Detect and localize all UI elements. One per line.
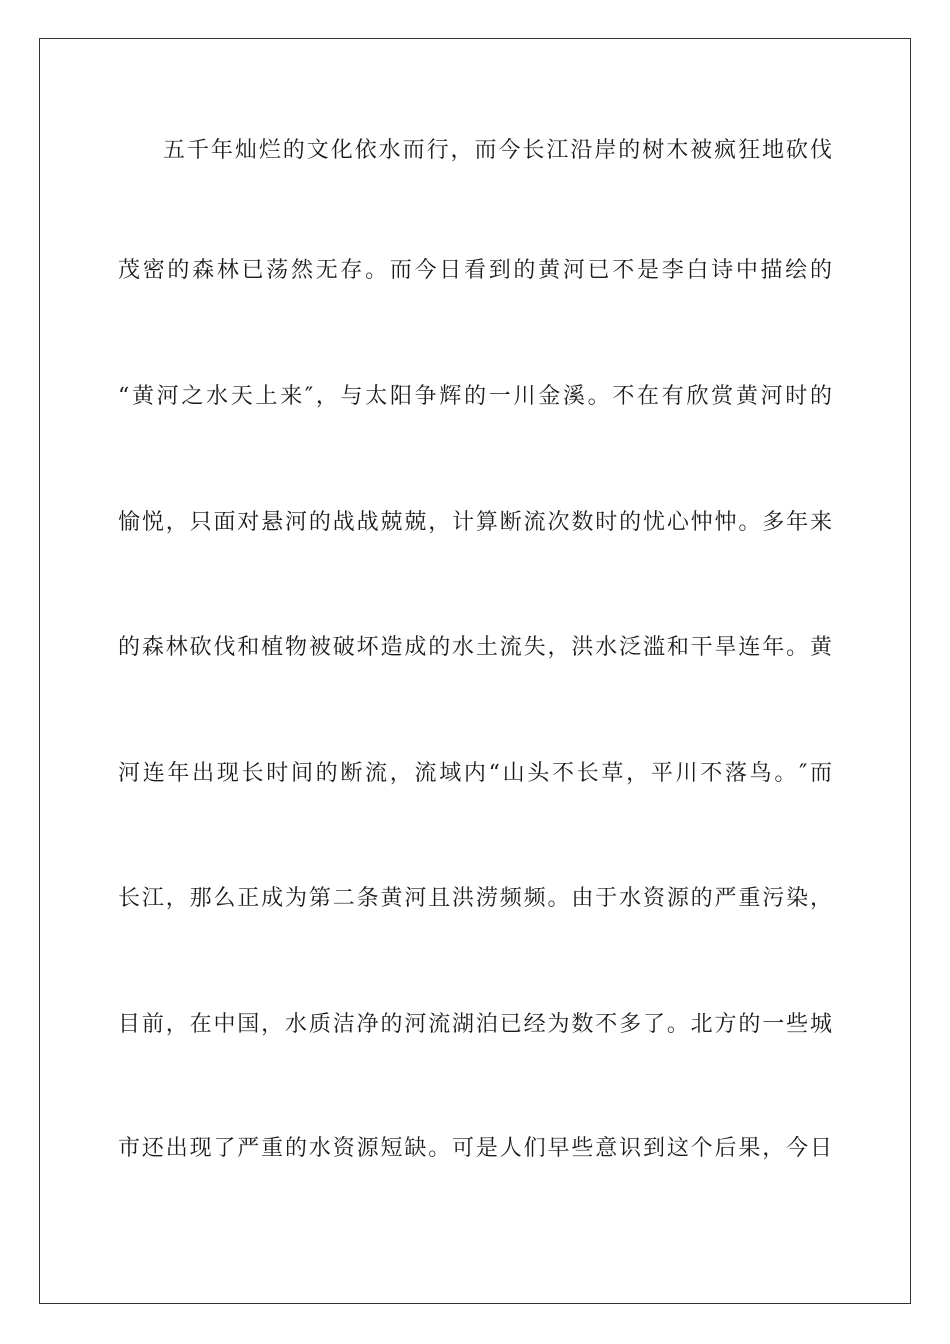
- page-border: [39, 38, 911, 1304]
- paragraph-line-2: 茂密的森林已荡然无存。而今日看到的黄河已不是李白诗中描绘的: [118, 258, 832, 283]
- paragraph-line-9: 市还出现了严重的水资源短缺。可是人们早些意识到这个后果，今日: [118, 1136, 832, 1161]
- paragraph-line-6: 河连年出现长时间的断流，流域内“山头不长草，平川不落鸟。″而: [118, 761, 832, 786]
- paragraph-line-5: 的森林砍伐和植物被破坏造成的水土流失，洪水泛滥和干旱连年。黄: [118, 635, 832, 660]
- paragraph-line-8: 目前，在中国，水质洁净的河流湖泊已经为数不多了。北方的一些城: [118, 1012, 832, 1037]
- paragraph-line-1: 五千年灿烂的文化依水而行，而今长江沿岸的树木被疯狂地砍伐: [163, 138, 832, 163]
- paragraph-line-4: 愉悦，只面对悬河的战战兢兢，计算断流次数时的忧心忡忡。多年来: [118, 510, 832, 535]
- paragraph-line-7: 长江，那么正成为第二条黄河且洪涝频频。由于水资源的严重污染，: [118, 886, 832, 911]
- paragraph-line-3: “黄河之水天上来″，与太阳争辉的一川金溪。不在有欣赏黄河时的: [118, 384, 832, 409]
